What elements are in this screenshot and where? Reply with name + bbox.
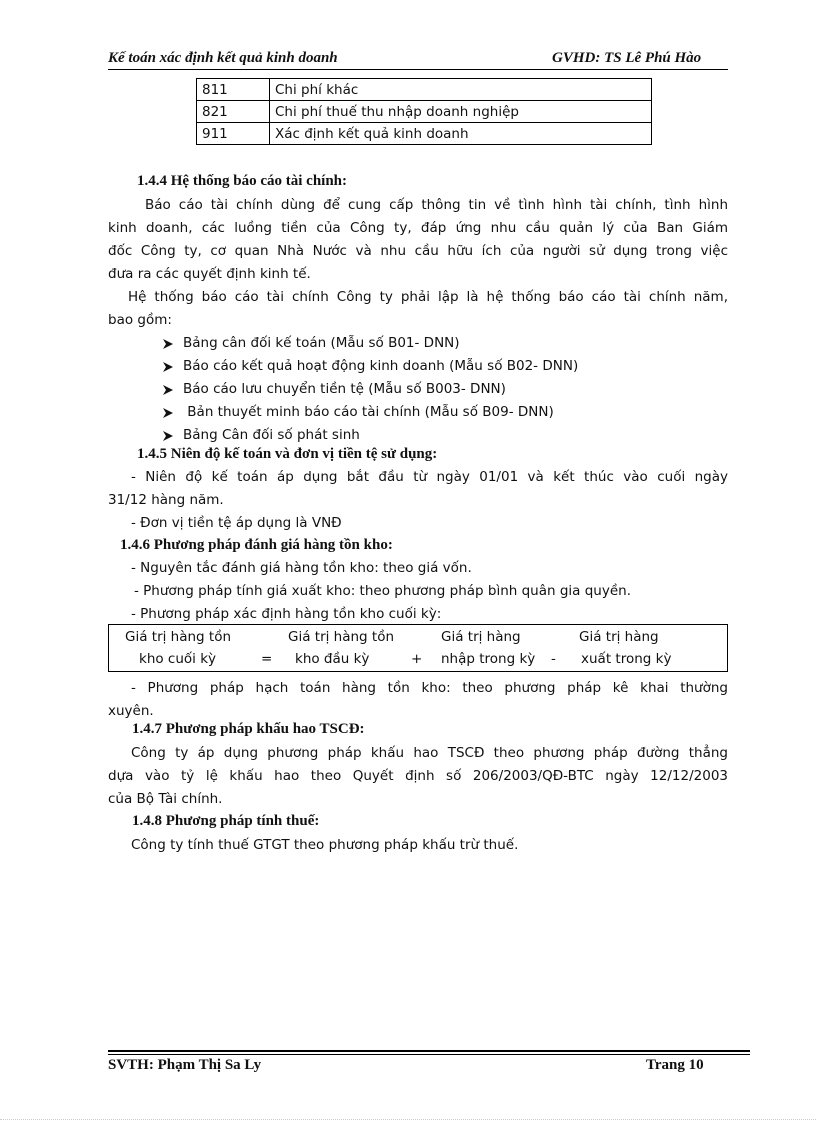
arrow-bullet-icon — [162, 384, 174, 396]
list-item — [162, 401, 578, 424]
arrow-bullet-icon — [162, 430, 174, 442]
text-line: Công ty áp dụng phương pháp khấu hao TSCĐ theo phương pháp đường thẳng — [131, 745, 728, 761]
table-row — [197, 101, 652, 123]
page-bottom-divider — [0, 1119, 816, 1120]
formula-term: Giá trị hàng tồn — [125, 629, 232, 645]
text-line: - Đơn vị tiền tệ áp dụng là VNĐ — [131, 515, 342, 531]
text-line: - Phương pháp tính giá xuất kho: theo phương pháp bình quân gia quyền. — [134, 583, 632, 599]
text-line: Báo cáo tài chính dùng để cung cấp thông tin về tình hình tài chính, tình hình — [145, 197, 728, 213]
arrow-bullet-icon — [162, 361, 174, 373]
paragraph-tax — [108, 834, 728, 857]
account-name: Xác định kết quả kinh doanh — [270, 123, 652, 145]
text-line: - Niên độ kế toán áp dụng bắt đầu từ ngày 01/01 và kết thúc vào cuối ngày — [131, 469, 728, 485]
text-line: bao gồm: — [108, 312, 172, 328]
inventory-formula-box — [108, 624, 728, 672]
list-item-text: Bảng Cân đối số phát sinh — [183, 427, 360, 443]
text-line: - Phương pháp hạch toán hàng tồn kho: theo phương pháp kê khai thường — [131, 680, 728, 696]
section-heading-1-4-8: 1.4.8 Phương pháp tính thuế: — [132, 813, 320, 829]
list-item-text: Bản thuyết minh báo cáo tài chính (Mẫu số B09- DNN) — [183, 404, 554, 420]
paragraph-inventory-method — [108, 677, 728, 723]
formula-term: kho đầu kỳ — [295, 651, 370, 667]
arrow-bullet-icon — [162, 338, 174, 350]
account-code: 821 — [197, 101, 270, 123]
table-row — [197, 123, 652, 145]
list-item-text: Báo cáo lưu chuyển tiền tệ (Mẫu số B003- DNN) — [183, 381, 506, 397]
list-item — [162, 355, 578, 378]
account-code: 911 — [197, 123, 270, 145]
formula-operator: = — [261, 651, 273, 667]
table-row — [197, 79, 652, 101]
section-heading-1-4-4: 1.4.4 Hệ thống báo cáo tài chính: — [137, 173, 348, 189]
footer-rule — [108, 1050, 750, 1052]
formula-term: Giá trị hàng tồn — [288, 629, 395, 645]
formula-term: kho cuối kỳ — [139, 651, 217, 667]
formula-term: Giá trị hàng — [441, 629, 521, 645]
formula-term: xuất trong kỳ — [581, 651, 672, 667]
text-line: - Nguyên tắc đánh giá hàng tồn kho: theo giá vốn. — [131, 560, 472, 576]
header-advisor: GVHD: TS Lê Phú Hào — [552, 50, 702, 66]
text-line: đốc Công ty, cơ quan Nhà Nước và nhu cầu hữu ích của người sử dụng trong việc — [108, 243, 728, 259]
text-line: dựa vào tỷ lệ khấu hao theo Quyết định số 206/2003/QĐ-BTC ngày 12/12/2003 — [108, 768, 728, 784]
text-line: kinh doanh, các luồng tiền của Công ty, đáp ứng nhu cầu quản lý của Ban Giám — [108, 220, 728, 236]
paragraph-financial-reports — [108, 194, 728, 332]
footer-rule-thin — [108, 1054, 750, 1055]
paragraph-fiscal-year — [108, 466, 728, 535]
paragraph-inventory — [108, 557, 728, 626]
account-name: Chi phí khác — [270, 79, 652, 101]
formula-term: nhập trong kỳ — [441, 651, 536, 667]
text-line: 31/12 hàng năm. — [108, 492, 224, 508]
formula-term: Giá trị hàng — [579, 629, 659, 645]
list-item — [162, 424, 578, 447]
list-item-text: Báo cáo kết quả hoạt động kinh doanh (Mẫu số B02- DNN) — [183, 358, 579, 374]
list-item-text: Bảng cân đối kế toán (Mẫu số B01- DNN) — [183, 335, 460, 351]
header-title: Kế toán xác định kết quả kinh doanh — [108, 50, 338, 66]
section-heading-1-4-5: 1.4.5 Niên độ kế toán và đơn vị tiền tệ sử dụng: — [137, 446, 438, 462]
text-line: xuyên. — [108, 703, 154, 719]
page-number: Trang 10 — [646, 1057, 704, 1073]
account-name: Chi phí thuế thu nhập doanh nghiệp — [270, 101, 652, 123]
header-rule — [108, 69, 728, 70]
account-code: 811 — [197, 79, 270, 101]
report-list — [162, 332, 578, 447]
footer-student: SVTH: Phạm Thị Sa Ly — [108, 1057, 262, 1073]
formula-operator: + — [411, 651, 423, 667]
section-heading-1-4-7: 1.4.7 Phương pháp khấu hao TSCĐ: — [132, 721, 365, 737]
text-line: của Bộ Tài chính. — [108, 791, 223, 807]
section-heading-1-4-6: 1.4.6 Phương pháp đánh giá hàng tồn kho: — [120, 537, 393, 553]
arrow-bullet-icon — [162, 407, 174, 419]
text-line: - Phương pháp xác định hàng tồn kho cuối kỳ: — [131, 606, 442, 622]
text-line: Công ty tính thuế GTGT theo phương pháp khấu trừ thuế. — [131, 837, 519, 853]
paragraph-depreciation — [108, 742, 728, 811]
list-item — [162, 378, 578, 401]
formula-operator: - — [551, 651, 556, 667]
account-table — [196, 78, 652, 145]
text-line: đưa ra các quyết định kinh tế. — [108, 266, 311, 282]
list-item — [162, 332, 578, 355]
text-line: Hệ thống báo cáo tài chính Công ty phải lập là hệ thống báo cáo tài chính năm, — [128, 289, 728, 305]
